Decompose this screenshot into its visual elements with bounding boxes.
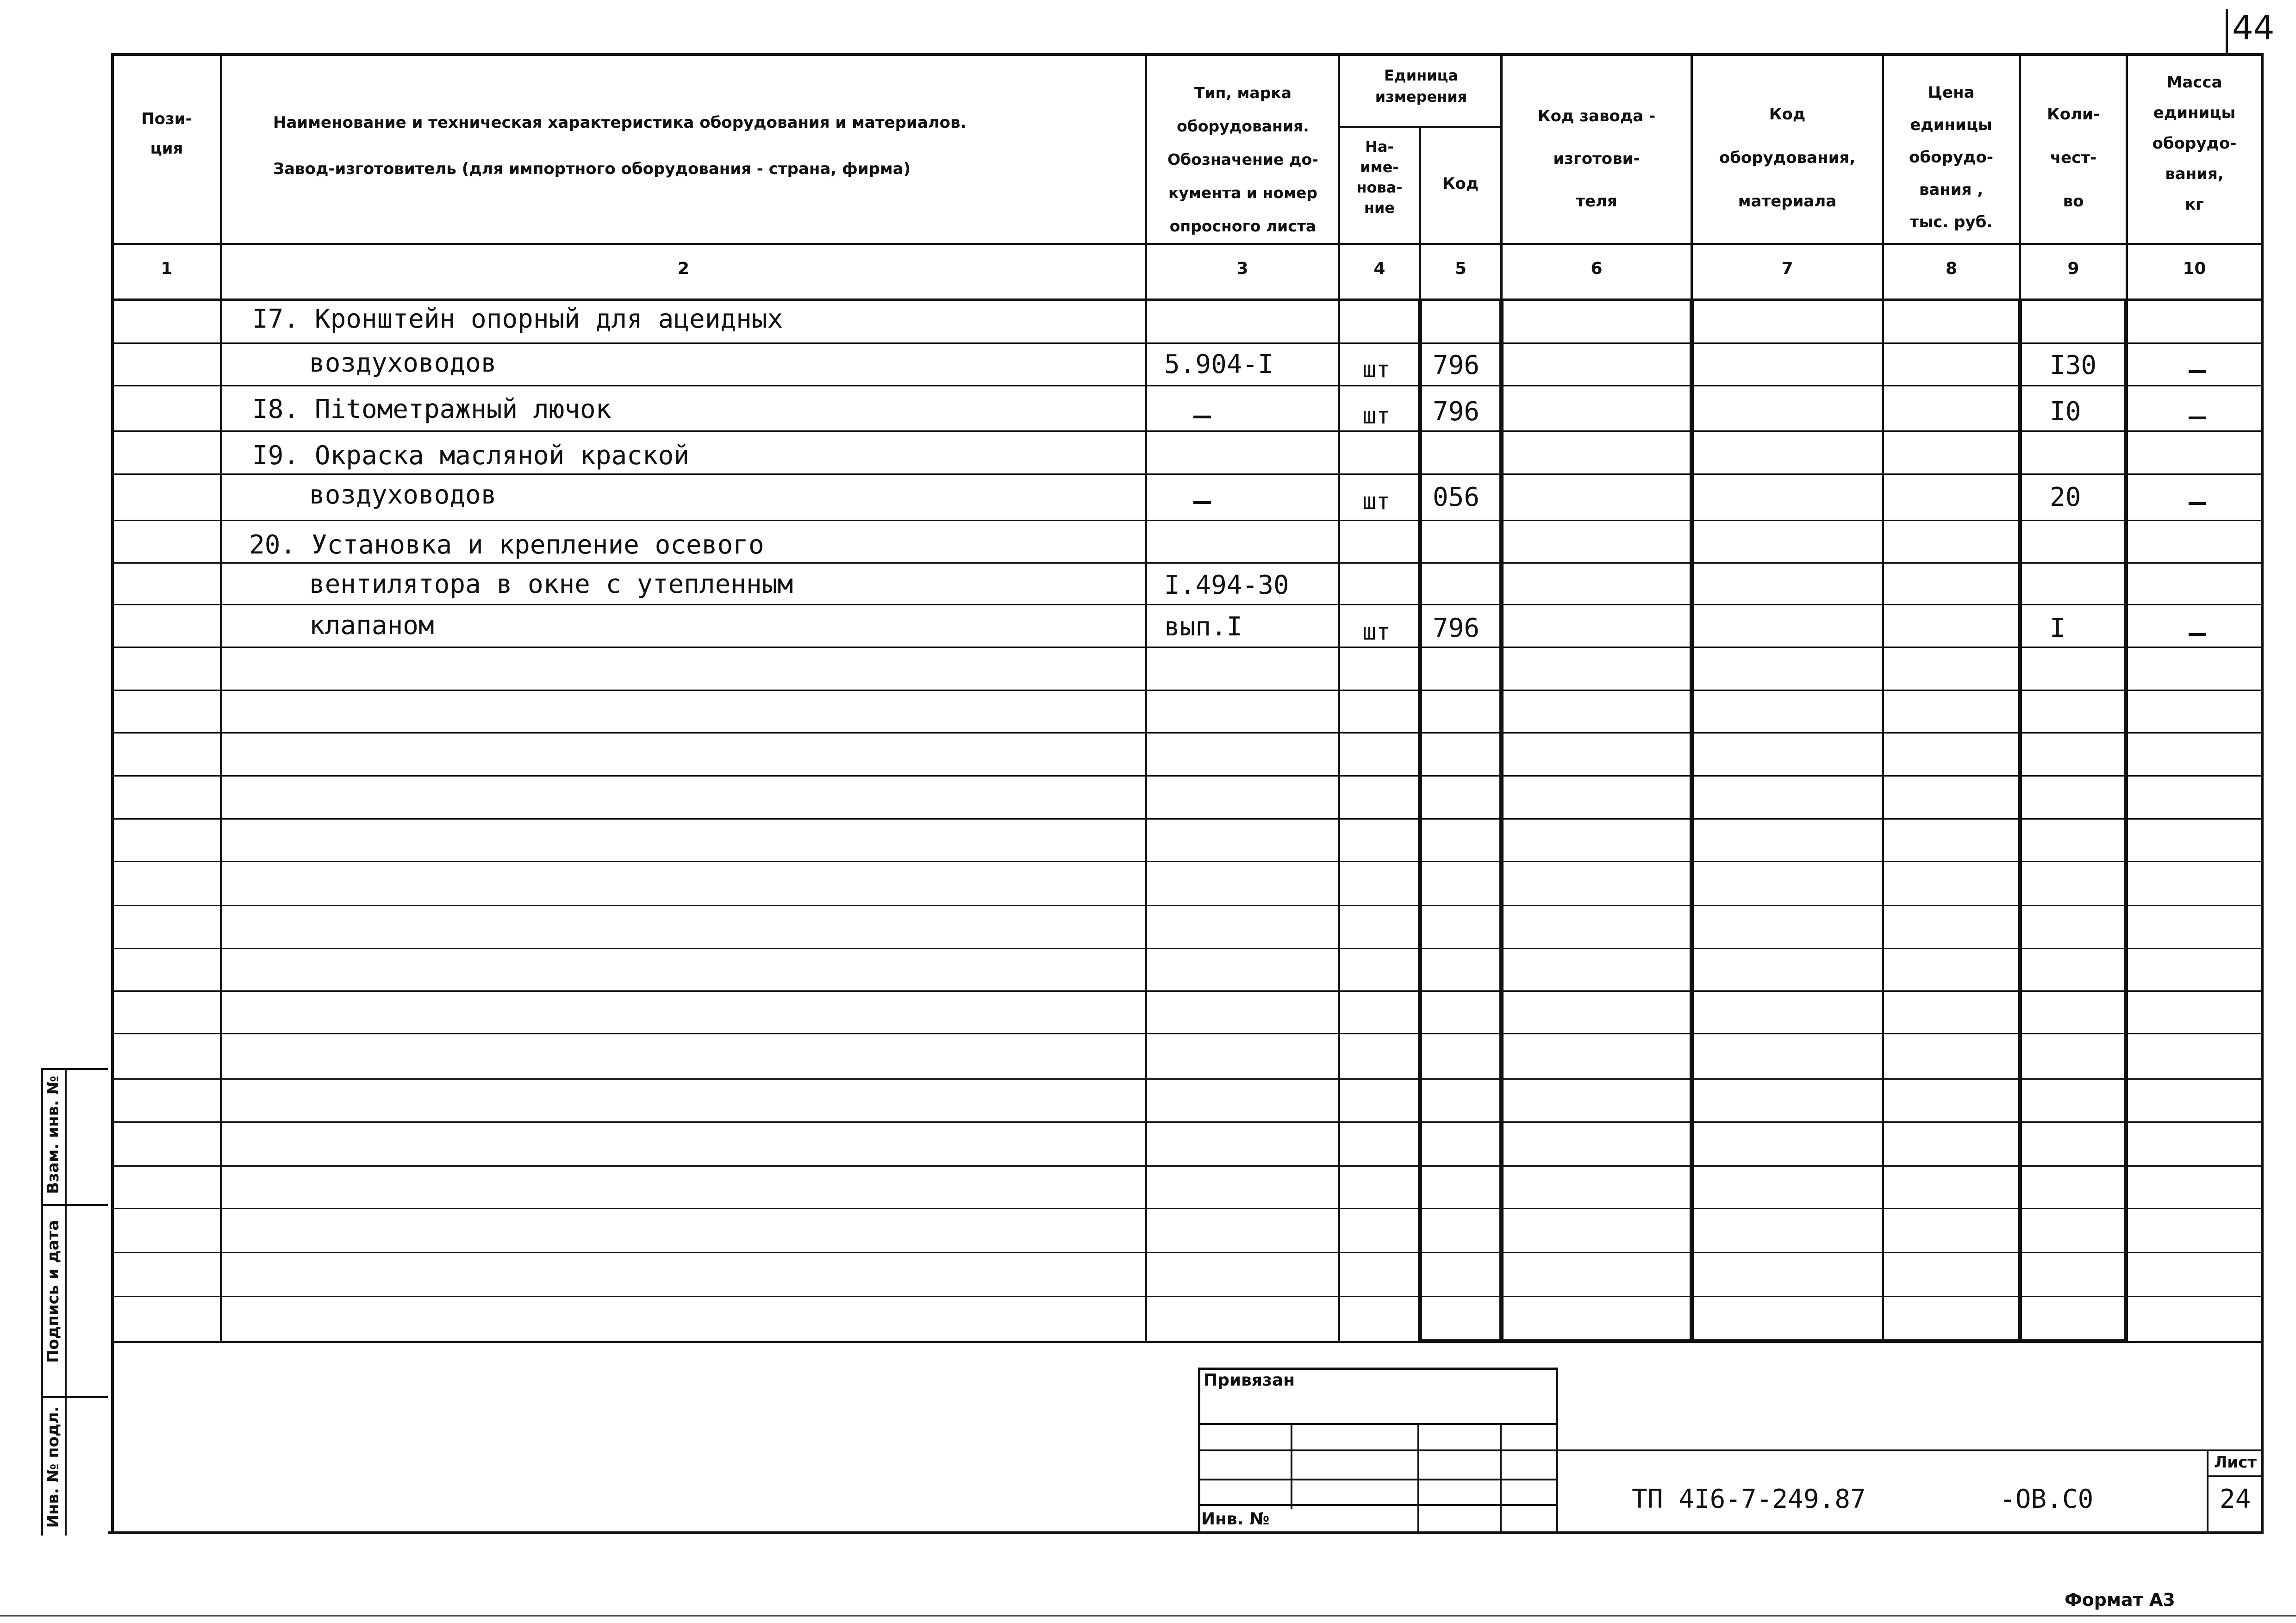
row-doc-dash [1193,416,1211,418]
row-mass-dash [2189,633,2206,636]
header-col10: Масса единицы оборудо- вания, кг [2152,73,2237,214]
header-col2: Наименование и техническая характеристика оборудования и материалов. Завод-изготовитель (для импортного оборудования - страна, фирма) [273,113,967,178]
vzam-inv-label: Взам. инв. № [44,1076,62,1194]
colnum-10: 10 [2183,259,2206,278]
row-doc: вып.I [1164,612,1242,642]
row-unit: шт [1362,488,1391,515]
row-doc: I.494-30 [1164,570,1289,600]
row-doc: 5.904-I [1164,349,1274,379]
header-col5: Код [1442,174,1479,193]
row-mass-dash [2189,502,2206,505]
colnum-9: 9 [2067,259,2079,278]
row-name: I8. Пitометражный лючок [252,394,611,424]
row-name: 20. Установка и крепление осевого [249,530,764,560]
inv-podl-label: Инв. № подл. [44,1406,62,1528]
row-name: клапаном [309,610,434,640]
row-name: воздуховодов [309,480,497,510]
privyazan-label: Привязан [1204,1371,1295,1390]
header-unit-group: Единица измерения [1375,67,1467,106]
doc-code: ТП 4I6-7-249.87 [1632,1484,1866,1514]
header-col3: Тип, марка оборудования. Обозначение до- кумента и номер опросного листа [1167,84,1318,235]
row-code: 796 [1433,350,1480,380]
colnum-3: 3 [1236,259,1248,278]
row-qty: I0 [2050,397,2081,427]
row-qty: I30 [2050,350,2097,380]
podpis-data-label: Подпись и дата [44,1220,62,1363]
row-mass-dash [2189,370,2206,373]
row-qty: I [2050,613,2065,643]
colnum-4: 4 [1373,259,1385,278]
list-label: Лист [2214,1453,2257,1472]
row-qty: 20 [2050,482,2081,512]
row-name: вентилятора в окне с утепленным [309,569,793,599]
row-doc-dash [1193,501,1211,504]
colnum-1: 1 [161,259,173,278]
row-unit: шт [1362,618,1391,645]
row-code: 056 [1433,482,1480,512]
row-unit: шт [1362,402,1391,429]
row-name: I9. Окраска масляной краской [252,441,690,471]
header-col1: Пози- ция [141,110,192,158]
header-col7: Код оборудования, материала [1719,105,1856,211]
header-col4: На- име- нова- ние [1356,138,1403,217]
colnum-2: 2 [677,259,690,278]
row-mass-dash [2189,417,2206,419]
colnum-7: 7 [1781,259,1793,278]
header-col6: Код завода - изготови- теля [1537,107,1656,211]
row-code: 796 [1433,397,1480,427]
header-col8: Цена единицы оборудо- вания , тыс. руб. [1909,83,1993,231]
row-name: I7. Кронштейн опорный для ацеидных [252,304,783,334]
colnum-8: 8 [1945,259,1958,278]
colnum-5: 5 [1454,259,1467,278]
row-unit: шт [1362,356,1391,383]
list-number: 24 [2220,1484,2251,1514]
format-label: Формат А3 [2065,1590,2175,1610]
sheet-corner-number: 44 [2232,8,2275,47]
inv-no-label: Инв. № [1201,1510,1270,1529]
colnum-6: 6 [1591,259,1603,278]
header-col9: Коли- чест- во [2047,105,2100,211]
doc-suffix: -ОВ.С0 [2000,1484,2094,1514]
row-code: 796 [1433,613,1480,643]
row-name: воздуховодов [309,348,497,378]
